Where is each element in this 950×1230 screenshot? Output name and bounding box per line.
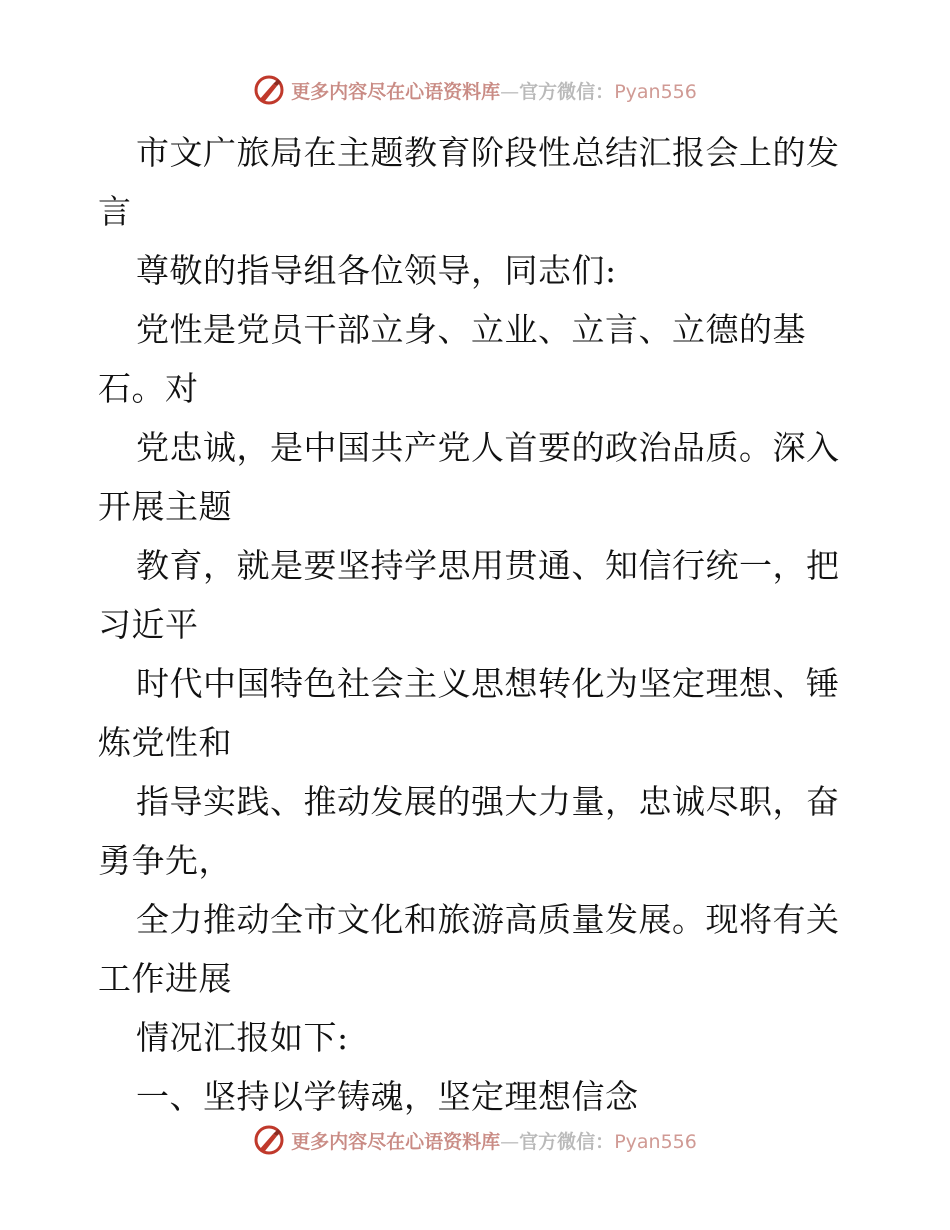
text-line: 炼党性和 — [98, 723, 232, 762]
document-body — [98, 123, 858, 1126]
header-banner — [0, 70, 950, 110]
text-line: 情况汇报如下: — [136, 1018, 349, 1057]
banner-text: 更多内容尽在心语资料库—官方微信：Pyan556 — [291, 80, 697, 103]
text-line: 言 — [98, 192, 132, 231]
pen-logo-icon — [253, 1124, 285, 1156]
text-line: 尊敬的指导组各位领导，同志们: — [136, 251, 617, 290]
text-line: 党忠诚，是中国共产党人首要的政治品质。深入 — [136, 428, 840, 467]
footer-banner — [0, 1120, 950, 1160]
text-line: 石。对 — [98, 369, 199, 408]
text-line: 指导实践、推动发展的强大力量，忠诚尽职，奋 — [136, 782, 840, 821]
section-heading: 一、坚持以学铸魂，坚定理想信念 — [136, 1077, 639, 1116]
text-line: 时代中国特色社会主义思想转化为坚定理想、锤 — [136, 664, 840, 703]
text-line: 习近平 — [98, 605, 199, 644]
text-line: 工作进展 — [98, 959, 232, 998]
text-line: 教育，就是要坚持学思用贯通、知信行统一，把 — [136, 546, 840, 585]
text-line: 开展主题 — [98, 487, 232, 526]
text-line: 市文广旅局在主题教育阶段性总结汇报会上的发 — [136, 133, 840, 172]
pen-logo-icon — [253, 74, 285, 106]
text-line: 全力推动全市文化和旅游高质量发展。现将有关 — [136, 900, 840, 939]
text-line: 党性是党员干部立身、立业、立言、立德的基 — [136, 310, 806, 349]
text-line: 勇争先， — [98, 841, 232, 880]
banner-text: 更多内容尽在心语资料库—官方微信：Pyan556 — [291, 1130, 697, 1153]
